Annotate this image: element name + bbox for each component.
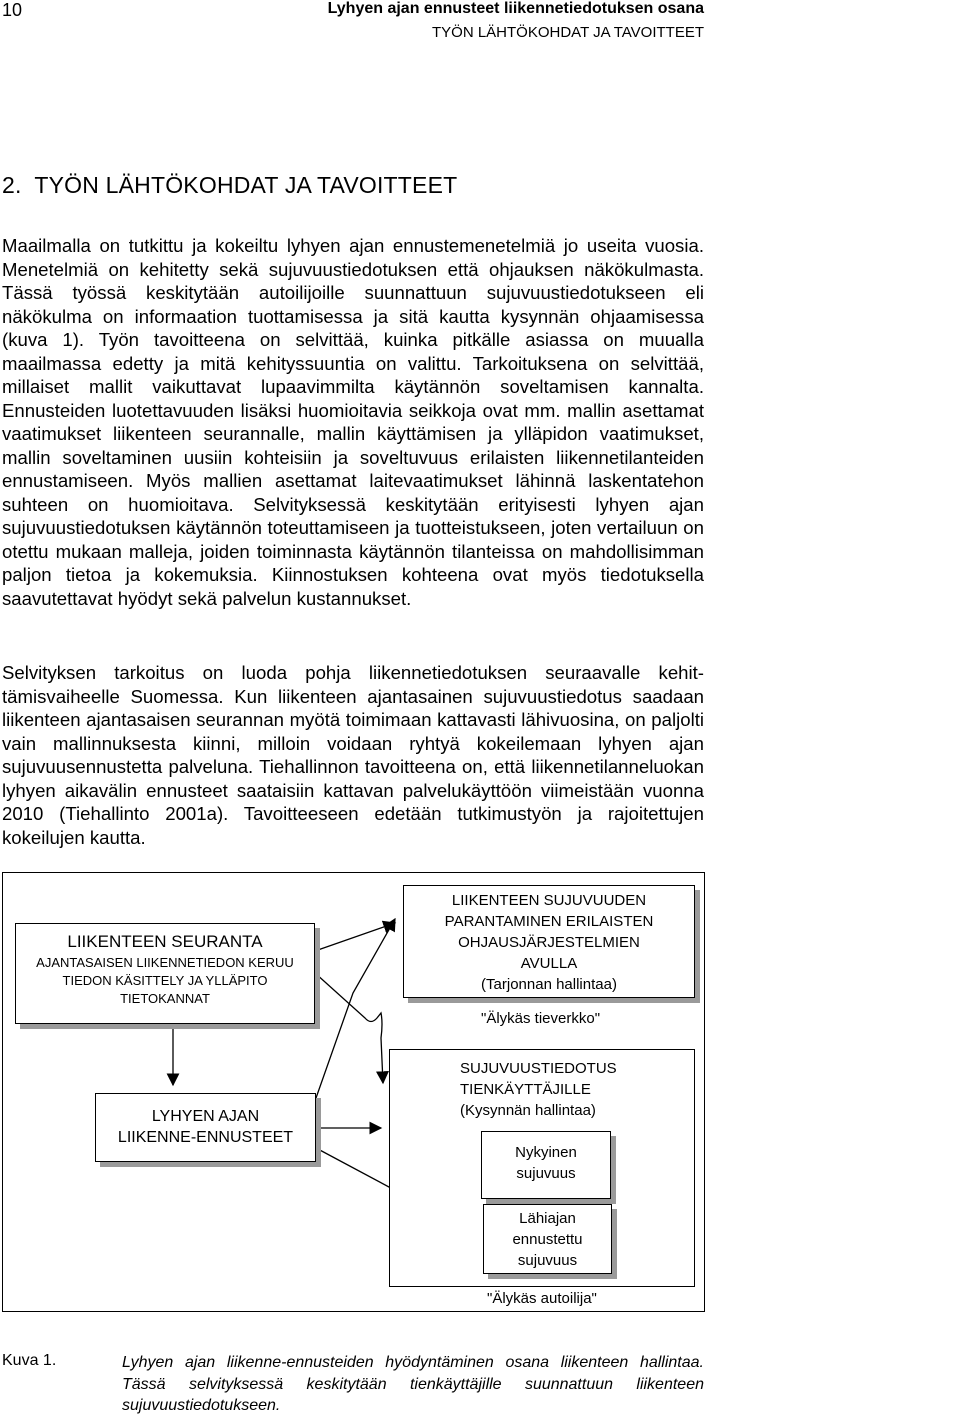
ennusteet-line-2: LIIKENNE-ENNUSTEET: [117, 1129, 294, 1146]
parannus-line-2: PARANTAMINEN ERILAISTEN: [444, 913, 654, 930]
running-title: Lyhyen ajan ennusteet liikennetiedotuksen osana: [327, 0, 704, 17]
seuranta-line-1: AJANTASAISEN LIIKENNETIEDON KERUU: [36, 955, 294, 970]
box-sujuvuuden-parantaminen: [403, 885, 695, 998]
section-heading: 2. TYÖN LÄHTÖKOHDAT JA TAVOITTEET: [2, 172, 458, 198]
body-paragraph-1: Maailmalla on tutkittu ja kokeiltu lyhyen ajan ennustemenetelmiä jo useita vuosia. Menetelmiä on kehitetty sekä sujuvuustiedotuksen että ohjauksen näkökulmasta. Tässä työssä keskitytään autoilijoille suunnattuun sujuvuustiedotukseen eli näkökulma on informaation tuottamisessa ja sitä kautta kysynnän ohjaamisessa (kuva 1). Työn tavoitteena on selvittää, kuinka pitkälle asiassa on muualla maailmassa edetty ja mitä kehityssuuntia on valittu. Tarkoituksena on selvittää, millaiset mallit vaikuttavat lupaavimmilta käytännön soveltamisen kannalta. Ennusteiden luotettavuuden lisäksi huomioitavia seikkoja ovat mm. mallin asettamat vaatimukset liikenteen seurannalle, mallin käyttämisen ja ylläpidon vaatimukset, mallin soveltaminen uusiin kohteisiin ja soveltuvuus erilaisten liikennetilanteiden ennustamiseen. Myös mallien asettamat laitevaatimukset lähinnä laskentatehon suhteen on huomioitava. Selvityksessä keskitytään erityisesti lyhyen ajan sujuvuustiedotuksen käytännön toteuttamiseen ja tuotteistukseen, joten vertailuun on otettu mukaan malleja, joiden toiminnasta käytännön tilanteissa on mahdollisimman paljon tietoa ja kokemuksia. Kiinnostuksen kohteena ovat myös tiedotuksella saavutettavat hyödyt sekä palvelun kustannukset.: [2, 235, 704, 609]
box-liikenteen-seuranta: [15, 923, 315, 1024]
tienkaytto-line-1: SUJUVUUSTIEDOTUS: [460, 1060, 617, 1077]
parannus-line-3: OHJAUSJÄRJESTELMIEN: [458, 934, 640, 951]
seuranta-line-2: TIEDON KÄSITTELY JA YLLÄPITO: [62, 973, 268, 988]
caption-label: Kuva 1.: [2, 1352, 57, 1369]
tienkaytto-line-2: TIENKÄYTTÄJILLE: [460, 1081, 591, 1098]
lahiajan-line-2: ennustettu: [512, 1231, 583, 1248]
ennusteet-line-1: LYHYEN AJAN: [151, 1108, 260, 1125]
nykyinen-line-2: sujuvuus: [516, 1165, 576, 1182]
figure-diagram: [2, 872, 705, 1312]
parannus-line-1: LIIKENTEEN SUJUVUUDEN: [451, 892, 647, 909]
parannus-line-5: (Tarjonnan hallintaa): [481, 976, 617, 993]
tienkaytto-text: [460, 1058, 617, 1121]
lahiajan-line-3: sujuvuus: [517, 1252, 578, 1269]
box-nykyinen-sujuvuus: [481, 1131, 611, 1199]
arrow-seuranta-to-tienkaytto: [315, 973, 383, 1083]
lahiajan-line-1: Lähiajan: [519, 1210, 576, 1227]
box-lahiajan-ennuste: [483, 1204, 612, 1274]
arrow-seuranta-to-parannus: [315, 923, 395, 951]
seuranta-title: LIIKENTEEN SEURANTA: [67, 932, 263, 951]
tienkaytto-line-3: (Kysynnän hallintaa): [460, 1102, 596, 1119]
box-lyhyen-ajan-ennusteet: [95, 1093, 316, 1162]
parannus-line-4: AVULLA: [520, 955, 578, 972]
label-alykas-tieverkko: "Älykäs tieverkko": [481, 1010, 601, 1027]
nykyinen-line-1: Nykyinen: [515, 1144, 577, 1161]
label-alykas-autoilija: "Älykäs autoilija": [487, 1290, 597, 1307]
seuranta-line-3: TIETOKANNAT: [120, 991, 210, 1006]
body-paragraph-2: Selvityksen tarkoitus on luoda pohja liikennetiedotuksen seuraavalle kehittämisvaiheelle Suomessa. Kun liikenteen ajantasainen sujuvuustiedotus saadaan liikenteen ajantasaisen seurannan myötä toimimaan kattavasti lähivuosina, on paljolti vain mallinnuksesta kiinni, milloin voidaan ryhtyä kokeilemaan lyhyen ajan sujuvuusennustetta palveluna. Tiehallinnon tavoitteena on, että liikennetilanneluokan lyhyen aikavälin ennusteet saataisiin kattavan palvelukäyttöön viimeistään vuonna 2010 (Tiehallinto 2001a). Tavoitteeseen edetään tutkimustyön ja rajoitettujen kokeilujen kautta.: [2, 662, 704, 848]
caption-text: Lyhyen ajan liikenne-ennusteiden hyödyntäminen osana liikenteen hallintaa. Tässä selvityksessä keskitytään tienkäyttäjille suunnattuun liikenteen sujuvuustiedotukseen.: [122, 1354, 704, 1414]
running-subtitle: TYÖN LÄHTÖKOHDAT JA TAVOITTEET: [432, 24, 704, 41]
page-number: 10: [2, 0, 23, 20]
